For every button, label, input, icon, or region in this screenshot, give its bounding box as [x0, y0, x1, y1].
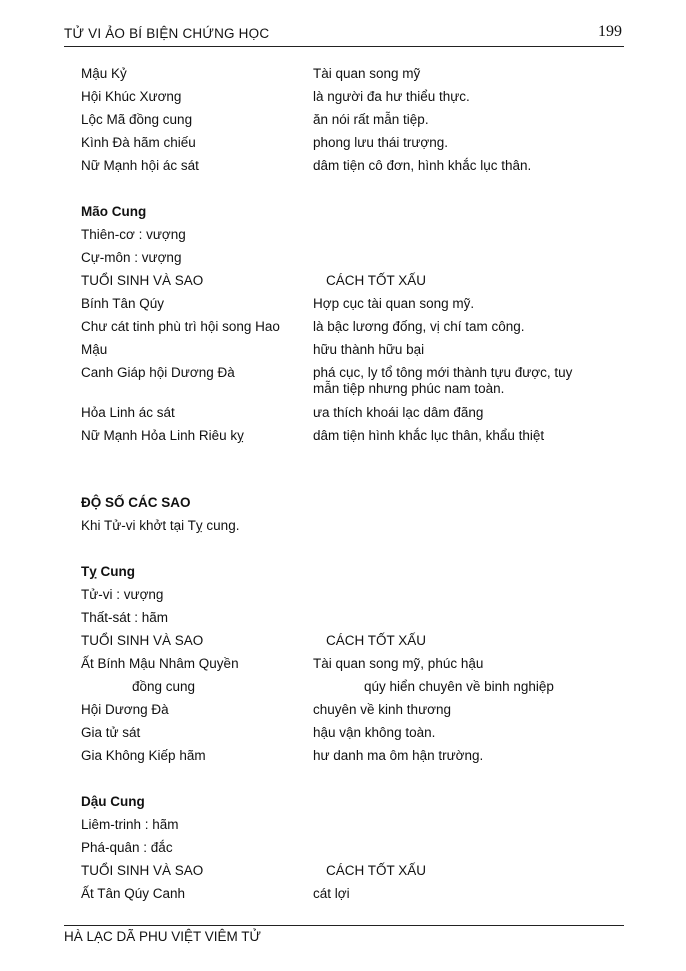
table-row — [81, 744, 621, 767]
row-right-line: mẫn tiệp nhưng phúc nam toàn. — [313, 381, 505, 396]
table-row — [81, 401, 621, 424]
table-row — [81, 652, 621, 675]
table-row — [81, 62, 621, 85]
column-header-left: TUỔI SINH VÀ SAO — [81, 633, 204, 648]
page-content — [81, 62, 621, 905]
row-left: Chư cát tinh phù trì hội song Hao — [81, 319, 280, 334]
table-row — [81, 292, 621, 315]
footer-title: HÀ LẠC DÃ PHU VIỆT VIÊM TỬ — [64, 929, 262, 944]
row-right: cát lợi — [313, 886, 350, 901]
table-row — [81, 315, 621, 338]
row-right: qúy hiển chuyên về binh nghiệp — [364, 679, 554, 694]
row-right: hữu thành hữu bại — [313, 342, 425, 357]
row-right: Tài quan song mỹ — [313, 66, 421, 81]
star-line: Thiên-cơ : vượng — [81, 227, 186, 242]
column-header-left: TUỔI SINH VÀ SAO — [81, 273, 204, 288]
table-row — [81, 131, 621, 154]
column-header-right: CÁCH TỐT XẤU — [326, 273, 427, 288]
row-left: Ất Tân Qúy Canh — [81, 886, 186, 901]
row-right: Hợp cục tài quan song mỹ. — [313, 296, 475, 311]
table-row — [81, 721, 621, 744]
header-title: TỬ VI ẢO BÍ BIỆN CHỨNG HỌC — [64, 26, 270, 41]
row-left: Gia Không Kiếp hãm — [81, 748, 206, 763]
row-left: Nữ Mạnh hội ác sát — [81, 158, 199, 173]
star-line: Thất-sát : hãm — [81, 610, 169, 625]
row-right-multiline — [313, 365, 621, 397]
row-right: ăn nói rất mẫn tiệp. — [313, 112, 429, 127]
row-right: Tài quan song mỹ, phúc hậu — [313, 656, 484, 671]
section-heading-ty: Tỵ Cung — [81, 564, 135, 579]
table-row — [81, 675, 621, 698]
section-heading-do-so: ĐỘ SỐ CÁC SAO — [81, 495, 191, 510]
page-number: 199 — [598, 23, 622, 40]
column-header-right: CÁCH TỐT XẤU — [326, 863, 427, 878]
row-right: dâm tiện cô đơn, hình khắc lục thân. — [313, 158, 532, 173]
row-right: là người đa hư thiểu thực. — [313, 89, 470, 104]
section-heading-dau: Dậu Cung — [81, 794, 145, 809]
page-header — [64, 22, 624, 47]
table-row — [81, 154, 621, 177]
row-left: Mậu Kỷ — [81, 66, 127, 81]
row-left: Nữ Mạnh Hỏa Linh Riêu kỵ — [81, 428, 244, 443]
section-heading-mao: Mão Cung — [81, 204, 147, 219]
row-left: đồng cung — [132, 679, 196, 694]
column-header-left: TUỔI SINH VÀ SAO — [81, 863, 204, 878]
row-right: phong lưu thái trượng. — [313, 135, 449, 150]
row-left: Hội Khúc Xương — [81, 89, 182, 104]
row-left: Ất Bính Mậu Nhâm Quyền — [81, 656, 239, 671]
table-row — [81, 424, 621, 447]
table-row — [81, 882, 621, 905]
row-left: Hội Dương Đà — [81, 702, 169, 717]
row-right: là bậc lương đống, vị chí tam công. — [313, 319, 525, 334]
column-header-row — [81, 269, 621, 292]
table-row — [81, 698, 621, 721]
row-right-line: phá cục, ly tổ tông mới thành tựu được, tuy — [313, 365, 573, 380]
column-header-row — [81, 859, 621, 882]
table-row — [81, 361, 621, 401]
star-line: Cự-môn : vượng — [81, 250, 182, 265]
row-right: hư danh ma ôm hận trường. — [313, 748, 484, 763]
column-header-row — [81, 629, 621, 652]
row-right: dâm tiện hình khắc lục thân, khẩu thiệt — [313, 428, 545, 443]
row-left: Lộc Mã đồng cung — [81, 112, 193, 127]
page-footer — [64, 925, 624, 944]
column-header-right: CÁCH TỐT XẤU — [326, 633, 427, 648]
star-line: Liêm-trinh : hãm — [81, 817, 179, 832]
intro-text: Khi Tử-vi khởt tại Tỵ cung. — [81, 518, 240, 533]
star-line: Phá-quân : đắc — [81, 840, 173, 855]
row-right: hậu vận không toàn. — [313, 725, 436, 740]
row-right: chuyên về kinh thương — [313, 702, 451, 717]
row-left: Gia tử sát — [81, 725, 141, 740]
table-row — [81, 108, 621, 131]
row-left: Bính Tân Qúy — [81, 296, 165, 311]
table-row — [81, 338, 621, 361]
star-line: Tử-vi : vượng — [81, 587, 164, 602]
table-row — [81, 85, 621, 108]
row-left: Mậu — [81, 342, 108, 357]
row-right: ưa thích khoái lạc dâm đãng — [313, 405, 484, 420]
row-left: Canh Giáp hội Dương Đà — [81, 365, 235, 380]
row-left: Kình Đà hãm chiếu — [81, 135, 196, 150]
row-left: Hỏa Linh ác sát — [81, 405, 175, 420]
